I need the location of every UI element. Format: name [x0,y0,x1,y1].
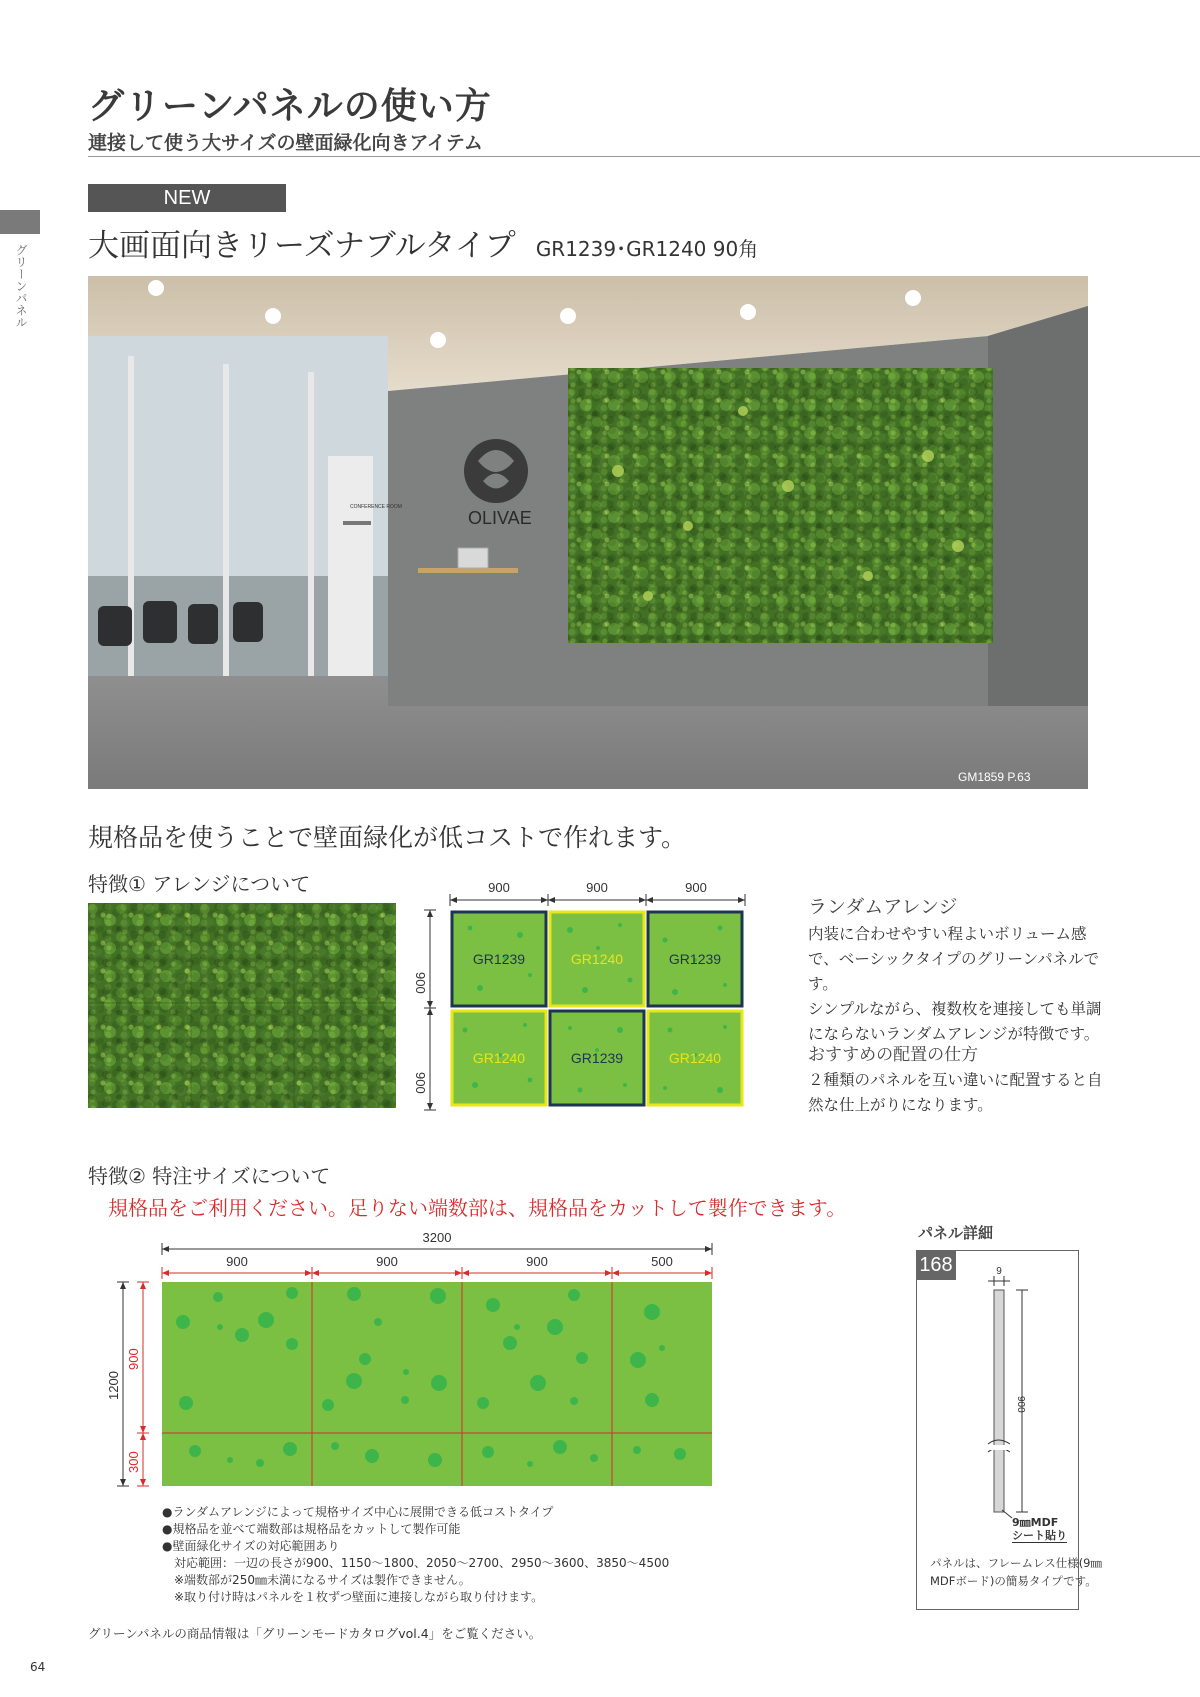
office-photo [88,276,1088,789]
feature1-heading: 特徴① アレンジについて [88,872,311,896]
height-dim: 900 [1015,1396,1026,1413]
panel-texture [88,903,396,1108]
sub-width-3: 900 [526,1254,548,1269]
random-body-line: にならないランダムアレンジが特徴です。 [808,1025,1100,1043]
page-title: グリーンパネルの使い方 [88,86,492,127]
cell-label-4: GR1240 [472,1050,526,1066]
note-line: ●壁面緑化サイズの対応範囲あり [162,1539,340,1553]
random-body-line: 内装に合わせやすい程よいボリューム感 [808,925,1087,943]
page-number: 64 [30,1660,46,1674]
custom-size-svg [100,1228,720,1498]
panel-detail-number: 168 [916,1250,956,1280]
lead-text: 規格品を使うことで壁面緑化が低コストで作れます。 [88,823,687,852]
panel-photo [88,903,396,1108]
caption-line: MDFボード)の簡易タイプです。 [930,1574,1097,1588]
arrangement-diagram [413,880,760,1120]
material-line-1: 9㎜MDF [1012,1516,1059,1529]
grid-width-1: 900 [488,880,510,895]
title-divider [88,156,1200,157]
note-line: ●ランダムアレンジによって規格サイズ中心に展開できる低コストタイプ [162,1505,554,1519]
footer-note: グリーンパネルの商品情報は「グリーンモードカタログvol.4」をご覧ください。 [88,1626,542,1641]
placement-body [808,1068,1128,1118]
section-heading [88,220,758,265]
logo-text: OLIVAE [468,508,532,528]
caption-line: パネルは、フレームレス仕様(9㎜ [930,1556,1102,1570]
sub-height-2: 300 [126,1451,141,1473]
grid-height-1: 900 [413,972,428,994]
sub-width-1: 900 [226,1254,248,1269]
note-line: ※取り付け時はパネルを１枚ずつ壁面に連接しながら取り付けます。 [162,1590,544,1604]
thickness-dim: 9 [996,1266,1002,1277]
panel-detail-caption [930,1554,1102,1590]
sub-width-4: 500 [651,1254,673,1269]
placement-body-line: 然な仕上がりになります。 [808,1096,993,1114]
random-arrange-body [808,922,1128,1047]
grid-width-3: 900 [685,880,707,895]
cell-label-6: GR1240 [668,1050,722,1066]
section-heading-text: 大画面向きリーズナブルタイプ [88,228,516,264]
note-line: ●規格品を並べて端数部は規格品をカットして製作可能 [162,1522,461,1536]
new-badge: NEW [88,184,286,212]
grid-width-2: 900 [586,880,608,895]
note-line: 対応範囲：一辺の長さが900、1150～1800、2050～2700、2950～3600、3850～4500 [162,1556,670,1570]
arrangement-svg [413,880,760,1120]
custom-size-diagram [100,1228,720,1498]
panel-detail-title: パネル詳細 [918,1224,994,1242]
feature2-heading: 特徴② 特注サイズについて [88,1164,331,1188]
custom-size-note: 規格品をご利用ください。足りない端数部は、規格品をカットして製作できます。 [108,1196,847,1220]
random-body-line: シンプルながら、複数枚を連接しても単調 [808,1000,1102,1018]
material-line-2: シート貼り [1012,1529,1067,1542]
feature2-notes [162,1504,669,1606]
sub-height-1: 900 [126,1348,141,1370]
cell-label-1: GR1239 [472,951,526,967]
cell-label-2: GR1240 [570,951,624,967]
model-numbers: GR1239･GR1240 90角 [535,237,759,261]
total-width-label: 3200 [422,1230,452,1245]
random-body-line: で、ベーシックタイプのグリーンパネルです。 [808,950,1100,993]
side-tab-marker [0,210,40,234]
cell-label-5: GR1239 [570,1050,624,1066]
cell-label-3: GR1239 [668,951,722,967]
grid-height-2: 900 [413,1072,428,1094]
note-line: ※端数部が250㎜未満になるサイズは製作できません。 [162,1573,471,1587]
random-arrange-title: ランダムアレンジ [808,896,958,918]
panel-section-svg [960,1262,1070,1532]
panel-section-drawing [960,1262,1070,1532]
door-sign: CONFERENCE ROOM [350,504,402,510]
photo-reference: GM1859 P.63 [958,770,1031,784]
material-label [1012,1516,1067,1543]
total-height-label: 1200 [106,1371,121,1400]
office-scene [88,276,1088,789]
sub-width-2: 900 [376,1254,398,1269]
page-subtitle: 連接して使う大サイズの壁面緑化向きアイテム [88,132,483,154]
placement-body-line: ２種類のパネルを互い違いに配置すると自 [808,1071,1103,1089]
side-tab-label: グリーンパネル [14,244,28,328]
placement-title: おすすめの配置の仕方 [808,1045,979,1065]
